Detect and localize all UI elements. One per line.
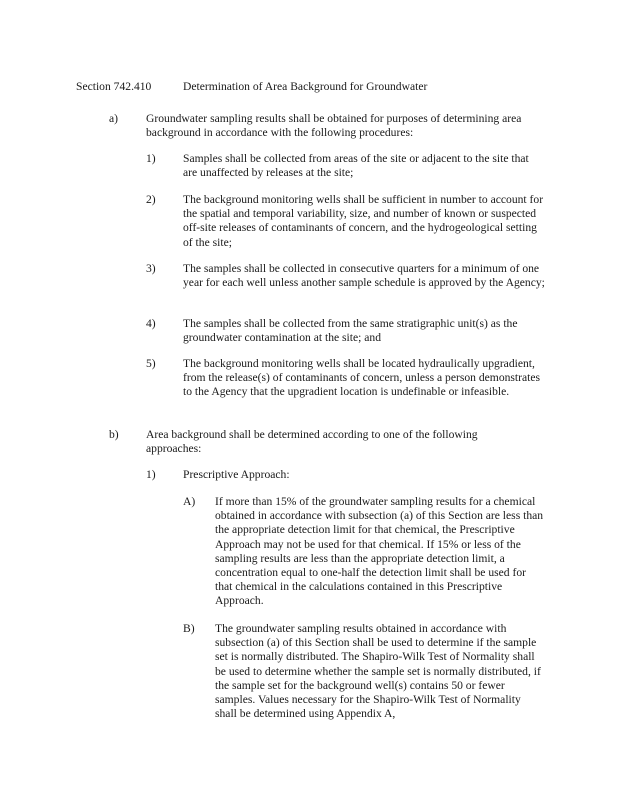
section-number: Section 742.410 <box>76 80 152 93</box>
section-title: Determination of Area Background for Groundwater <box>183 80 428 93</box>
a-item-2-text: The background monitoring wells shall be sufficient in number to account for the spatial and temporal variability, size, and number of known or suspected off-site releases of contaminants of concern, and the hydrogeological setting of the site; <box>183 193 544 249</box>
a-item-5-text: The background monitoring wells shall be located hydraulically upgradient, from the release(s) of contaminants of concern, unless a person demonstrates to the Agency that the upgradient location is undefinable or infeasible. <box>183 357 541 399</box>
a-item-1-label: 1) <box>146 152 156 165</box>
a-item-5-label: 5) <box>146 357 156 370</box>
a-item-4-label: 4) <box>146 317 156 330</box>
a-item-3-text: The samples shall be collected in consecutive quarters for a minimum of one year for each well unless another sample schedule is approved by the Agency; <box>183 262 545 290</box>
b-item-1-text: Prescriptive Approach: <box>183 468 290 481</box>
subsection-b-label: b) <box>109 428 119 441</box>
b-1-A-text: If more than 15% of the groundwater sampling results for a chemical obtained in accordance with subsection (a) of this Section are less than the appropriate detection limit for that chemical, the Prescriptive Approach may not be used for that chemical. If 15% or less of the sampling results are less than the appropriate detection limit, a concentration equal to one-half the detection limit shall be used for that chemical in the calculations contained in this Prescriptive Approach. <box>215 495 544 608</box>
a-item-4-text: The samples shall be collected from the same stratigraphic unit(s) as the groundwater contamination at the site; and <box>183 317 518 345</box>
b-1-B-text: The groundwater sampling results obtained in accordance with subsection (a) of this Section shall be used to determine if the sample set is normally distributed. The Shapiro-Wilk Test of Normality shall be used to determine whether the sample set is normally distributed, if the sample set for the background well(s) contains 50 or fewer samples. Values necessary for the Shapiro-Wilk Test of Normality shall be determined using Appendix A, <box>215 622 541 721</box>
b-1-A-label: A) <box>183 495 196 508</box>
a-item-3-label: 3) <box>146 262 156 275</box>
a-item-2-label: 2) <box>146 193 156 206</box>
subsection-a-label: a) <box>109 112 119 125</box>
b-1-B-label: B) <box>183 622 195 635</box>
a-item-1-text: Samples shall be collected from areas of the site or adjacent to the site that are unaffected by releases at the site; <box>183 152 529 180</box>
subsection-a-text: Groundwater sampling results shall be obtained for purposes of determining area background in accordance with the following procedures: <box>146 112 522 140</box>
b-item-1-label: 1) <box>146 468 156 481</box>
subsection-b-text: Area background shall be determined according to one of the following approaches: <box>146 428 478 456</box>
